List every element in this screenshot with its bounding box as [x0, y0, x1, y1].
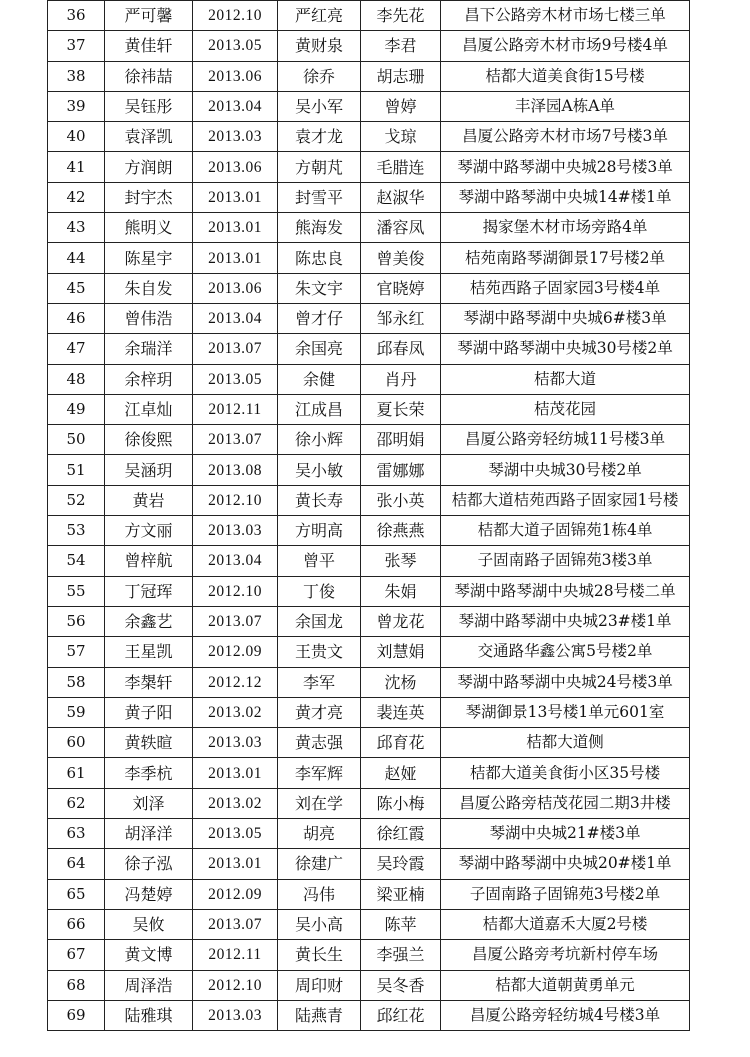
table-row — [48, 1, 690, 31]
father-name-cell: 余国龙 — [278, 606, 361, 636]
birth-date-cell: 2013.07 — [193, 425, 278, 455]
student-name-cell: 胡泽洋 — [105, 819, 193, 849]
row-number-cell: 69 — [48, 1000, 105, 1030]
student-name-cell: 江卓灿 — [105, 394, 193, 424]
father-name-cell: 陈忠良 — [278, 243, 361, 273]
birth-date-cell: 2013.01 — [193, 758, 278, 788]
father-name-cell: 江成昌 — [278, 394, 361, 424]
father-name-cell: 丁俊 — [278, 576, 361, 606]
student-name-cell: 黄子阳 — [105, 697, 193, 727]
birth-date-cell: 2013.01 — [193, 182, 278, 212]
address-cell: 子固南路子固锦苑3号楼2单 — [441, 879, 690, 909]
table-row — [48, 425, 690, 455]
mother-name-cell: 邱春凤 — [361, 334, 441, 364]
birth-date-cell: 2013.04 — [193, 91, 278, 121]
student-roster-table — [47, 0, 690, 1031]
student-name-cell: 余瑞洋 — [105, 334, 193, 364]
table-row — [48, 303, 690, 333]
father-name-cell: 方明高 — [278, 516, 361, 546]
address-cell: 琴湖御景13号楼1单元601室 — [441, 697, 690, 727]
mother-name-cell: 刘慧娟 — [361, 637, 441, 667]
birth-date-cell: 2012.10 — [193, 970, 278, 1000]
mother-name-cell: 赵娅 — [361, 758, 441, 788]
student-name-cell: 周泽浩 — [105, 970, 193, 1000]
mother-name-cell: 赵淑华 — [361, 182, 441, 212]
row-number-cell: 50 — [48, 425, 105, 455]
table-row — [48, 455, 690, 485]
birth-date-cell: 2013.03 — [193, 728, 278, 758]
table-row — [48, 667, 690, 697]
mother-name-cell: 夏长荣 — [361, 394, 441, 424]
father-name-cell: 吴小高 — [278, 909, 361, 939]
mother-name-cell: 吴冬香 — [361, 970, 441, 1000]
mother-name-cell: 李强兰 — [361, 940, 441, 970]
birth-date-cell: 2012.11 — [193, 940, 278, 970]
mother-name-cell: 徐燕燕 — [361, 516, 441, 546]
address-cell: 琴湖中路琴湖中央城24号楼3单 — [441, 667, 690, 697]
address-cell: 琴湖中路琴湖中央城28号楼3单 — [441, 152, 690, 182]
address-cell: 琴湖中路琴湖中央城6#楼3单 — [441, 303, 690, 333]
mother-name-cell: 曾美俊 — [361, 243, 441, 273]
father-name-cell: 熊海发 — [278, 213, 361, 243]
birth-date-cell: 2013.07 — [193, 606, 278, 636]
student-name-cell: 曾伟浩 — [105, 303, 193, 333]
birth-date-cell: 2013.03 — [193, 1000, 278, 1030]
table-row — [48, 1000, 690, 1030]
row-number-cell: 57 — [48, 637, 105, 667]
row-number-cell: 47 — [48, 334, 105, 364]
father-name-cell: 余健 — [278, 364, 361, 394]
address-cell: 琴湖中路琴湖中央城28号楼二单 — [441, 576, 690, 606]
table-row — [48, 819, 690, 849]
row-number-cell: 65 — [48, 879, 105, 909]
table-row — [48, 122, 690, 152]
student-name-cell: 方润朗 — [105, 152, 193, 182]
father-name-cell: 黄长寿 — [278, 485, 361, 515]
father-name-cell: 黄长生 — [278, 940, 361, 970]
table-row — [48, 576, 690, 606]
father-name-cell: 吴小军 — [278, 91, 361, 121]
father-name-cell: 徐建广 — [278, 849, 361, 879]
address-cell: 桔苑西路子固家园3号楼4单 — [441, 273, 690, 303]
father-name-cell: 黄财泉 — [278, 31, 361, 61]
address-cell: 昌厦公路旁轻纺城4号楼3单 — [441, 1000, 690, 1030]
birth-date-cell: 2013.06 — [193, 61, 278, 91]
address-cell: 丰泽园A栋A单 — [441, 91, 690, 121]
row-number-cell: 49 — [48, 394, 105, 424]
birth-date-cell: 2012.12 — [193, 667, 278, 697]
table-row — [48, 849, 690, 879]
birth-date-cell: 2013.05 — [193, 31, 278, 61]
birth-date-cell: 2012.11 — [193, 394, 278, 424]
student-name-cell: 徐子泓 — [105, 849, 193, 879]
father-name-cell: 曾平 — [278, 546, 361, 576]
table-body — [48, 1, 690, 1031]
mother-name-cell: 张小英 — [361, 485, 441, 515]
student-name-cell: 吴涵玥 — [105, 455, 193, 485]
father-name-cell: 王贵文 — [278, 637, 361, 667]
table-row — [48, 637, 690, 667]
address-cell: 琴湖中路琴湖中央城30号楼2单 — [441, 334, 690, 364]
mother-name-cell: 曾婷 — [361, 91, 441, 121]
table-row — [48, 334, 690, 364]
address-cell: 桔都大道子固锦苑1栋4单 — [441, 516, 690, 546]
student-name-cell: 刘泽 — [105, 788, 193, 818]
mother-name-cell: 张琴 — [361, 546, 441, 576]
address-cell: 揭家堡木材市场旁路4单 — [441, 213, 690, 243]
mother-name-cell: 陈小梅 — [361, 788, 441, 818]
father-name-cell: 方朝芃 — [278, 152, 361, 182]
table-row — [48, 940, 690, 970]
row-number-cell: 43 — [48, 213, 105, 243]
student-name-cell: 黄文博 — [105, 940, 193, 970]
student-name-cell: 李槼轩 — [105, 667, 193, 697]
table-row — [48, 91, 690, 121]
father-name-cell: 余国亮 — [278, 334, 361, 364]
table-row — [48, 788, 690, 818]
row-number-cell: 54 — [48, 546, 105, 576]
father-name-cell: 吴小敏 — [278, 455, 361, 485]
row-number-cell: 60 — [48, 728, 105, 758]
birth-date-cell: 2013.06 — [193, 152, 278, 182]
mother-name-cell: 曾龙花 — [361, 606, 441, 636]
student-name-cell: 方文丽 — [105, 516, 193, 546]
address-cell: 琴湖中路琴湖中央城23#楼1单 — [441, 606, 690, 636]
table-row — [48, 273, 690, 303]
mother-name-cell: 沈杨 — [361, 667, 441, 697]
father-name-cell: 徐乔 — [278, 61, 361, 91]
table-row — [48, 879, 690, 909]
student-name-cell: 李季杭 — [105, 758, 193, 788]
student-name-cell: 陆雅琪 — [105, 1000, 193, 1030]
student-name-cell: 王星凯 — [105, 637, 193, 667]
table-row — [48, 606, 690, 636]
address-cell: 桔都大道侧 — [441, 728, 690, 758]
row-number-cell: 55 — [48, 576, 105, 606]
birth-date-cell: 2012.10 — [193, 485, 278, 515]
address-cell: 桔都大道美食街小区35号楼 — [441, 758, 690, 788]
student-name-cell: 陈星宇 — [105, 243, 193, 273]
address-cell: 桔都大道美食街15号楼 — [441, 61, 690, 91]
table-row — [48, 243, 690, 273]
mother-name-cell: 徐红霞 — [361, 819, 441, 849]
mother-name-cell: 毛腊连 — [361, 152, 441, 182]
mother-name-cell: 邱育花 — [361, 728, 441, 758]
father-name-cell: 胡亮 — [278, 819, 361, 849]
table-row — [48, 546, 690, 576]
birth-date-cell: 2013.04 — [193, 546, 278, 576]
student-name-cell: 吴钰彤 — [105, 91, 193, 121]
row-number-cell: 63 — [48, 819, 105, 849]
father-name-cell: 黄才亮 — [278, 697, 361, 727]
address-cell: 昌厦公路旁木材市场9号楼4单 — [441, 31, 690, 61]
address-cell: 桔都大道嘉禾大厦2号楼 — [441, 909, 690, 939]
father-name-cell: 周印财 — [278, 970, 361, 1000]
birth-date-cell: 2012.10 — [193, 576, 278, 606]
birth-date-cell: 2013.02 — [193, 788, 278, 818]
mother-name-cell: 戈琼 — [361, 122, 441, 152]
address-cell: 交通路华鑫公寓5号楼2单 — [441, 637, 690, 667]
birth-date-cell: 2013.06 — [193, 273, 278, 303]
birth-date-cell: 2013.05 — [193, 364, 278, 394]
address-cell: 桔都大道桔苑西路子固家园1号楼 — [441, 485, 690, 515]
address-cell: 昌下公路旁木材市场七楼三单 — [441, 1, 690, 31]
document-page — [47, 0, 689, 1031]
row-number-cell: 46 — [48, 303, 105, 333]
address-cell: 琴湖中央城21#楼3单 — [441, 819, 690, 849]
row-number-cell: 39 — [48, 91, 105, 121]
row-number-cell: 52 — [48, 485, 105, 515]
father-name-cell: 曾才仔 — [278, 303, 361, 333]
row-number-cell: 41 — [48, 152, 105, 182]
student-name-cell: 严可馨 — [105, 1, 193, 31]
table-row — [48, 697, 690, 727]
father-name-cell: 袁才龙 — [278, 122, 361, 152]
father-name-cell: 严红亮 — [278, 1, 361, 31]
birth-date-cell: 2013.04 — [193, 303, 278, 333]
father-name-cell: 冯伟 — [278, 879, 361, 909]
table-row — [48, 909, 690, 939]
row-number-cell: 68 — [48, 970, 105, 1000]
address-cell: 桔茂花园 — [441, 394, 690, 424]
table-row — [48, 394, 690, 424]
mother-name-cell: 李先花 — [361, 1, 441, 31]
mother-name-cell: 邱红花 — [361, 1000, 441, 1030]
father-name-cell: 刘在学 — [278, 788, 361, 818]
mother-name-cell: 雷娜娜 — [361, 455, 441, 485]
row-number-cell: 66 — [48, 909, 105, 939]
birth-date-cell: 2012.09 — [193, 637, 278, 667]
birth-date-cell: 2013.05 — [193, 819, 278, 849]
student-name-cell: 丁冠珲 — [105, 576, 193, 606]
table-row — [48, 213, 690, 243]
row-number-cell: 59 — [48, 697, 105, 727]
mother-name-cell: 潘容凤 — [361, 213, 441, 243]
row-number-cell: 62 — [48, 788, 105, 818]
address-cell: 昌厦公路旁考坑新村停车场 — [441, 940, 690, 970]
address-cell: 桔都大道朝黄勇单元 — [441, 970, 690, 1000]
row-number-cell: 64 — [48, 849, 105, 879]
birth-date-cell: 2013.01 — [193, 213, 278, 243]
address-cell: 桔苑南路琴湖御景17号楼2单 — [441, 243, 690, 273]
table-row — [48, 152, 690, 182]
student-name-cell: 袁泽凯 — [105, 122, 193, 152]
father-name-cell: 徐小辉 — [278, 425, 361, 455]
address-cell: 昌厦公路旁轻纺城11号楼3单 — [441, 425, 690, 455]
mother-name-cell: 官晓婷 — [361, 273, 441, 303]
row-number-cell: 61 — [48, 758, 105, 788]
mother-name-cell: 梁亚楠 — [361, 879, 441, 909]
row-number-cell: 53 — [48, 516, 105, 546]
row-number-cell: 36 — [48, 1, 105, 31]
table-row — [48, 516, 690, 546]
birth-date-cell: 2013.08 — [193, 455, 278, 485]
birth-date-cell: 2013.02 — [193, 697, 278, 727]
father-name-cell: 李军 — [278, 667, 361, 697]
father-name-cell: 朱文宇 — [278, 273, 361, 303]
row-number-cell: 67 — [48, 940, 105, 970]
student-name-cell: 封宇杰 — [105, 182, 193, 212]
row-number-cell: 37 — [48, 31, 105, 61]
birth-date-cell: 2013.07 — [193, 334, 278, 364]
father-name-cell: 陆燕青 — [278, 1000, 361, 1030]
address-cell: 桔都大道 — [441, 364, 690, 394]
table-row — [48, 182, 690, 212]
birth-date-cell: 2013.03 — [193, 516, 278, 546]
birth-date-cell: 2013.01 — [193, 849, 278, 879]
table-row — [48, 728, 690, 758]
father-name-cell: 黄志强 — [278, 728, 361, 758]
row-number-cell: 58 — [48, 667, 105, 697]
mother-name-cell: 陈苹 — [361, 909, 441, 939]
table-row — [48, 31, 690, 61]
student-name-cell: 徐俊熙 — [105, 425, 193, 455]
mother-name-cell: 朱娟 — [361, 576, 441, 606]
birth-date-cell: 2012.10 — [193, 1, 278, 31]
table-row — [48, 364, 690, 394]
student-name-cell: 冯楚婷 — [105, 879, 193, 909]
student-name-cell: 黄轶暄 — [105, 728, 193, 758]
row-number-cell: 40 — [48, 122, 105, 152]
row-number-cell: 48 — [48, 364, 105, 394]
table-row — [48, 61, 690, 91]
mother-name-cell: 裴连英 — [361, 697, 441, 727]
mother-name-cell: 邵明娟 — [361, 425, 441, 455]
birth-date-cell: 2013.01 — [193, 243, 278, 273]
student-name-cell: 余梓玥 — [105, 364, 193, 394]
mother-name-cell: 吴玲霞 — [361, 849, 441, 879]
father-name-cell: 封雪平 — [278, 182, 361, 212]
address-cell: 昌厦公路旁桔茂花园二期3井楼 — [441, 788, 690, 818]
mother-name-cell: 李君 — [361, 31, 441, 61]
birth-date-cell: 2012.09 — [193, 879, 278, 909]
student-name-cell: 黄岩 — [105, 485, 193, 515]
row-number-cell: 56 — [48, 606, 105, 636]
address-cell: 琴湖中路琴湖中央城14#楼1单 — [441, 182, 690, 212]
student-name-cell: 熊明义 — [105, 213, 193, 243]
student-name-cell: 吴攸 — [105, 909, 193, 939]
table-row — [48, 970, 690, 1000]
table-row — [48, 485, 690, 515]
address-cell: 琴湖中央城30号楼2单 — [441, 455, 690, 485]
address-cell: 琴湖中路琴湖中央城20#楼1单 — [441, 849, 690, 879]
father-name-cell: 李军辉 — [278, 758, 361, 788]
birth-date-cell: 2013.03 — [193, 122, 278, 152]
birth-date-cell: 2013.07 — [193, 909, 278, 939]
row-number-cell: 51 — [48, 455, 105, 485]
table-row — [48, 758, 690, 788]
student-name-cell: 徐祎喆 — [105, 61, 193, 91]
student-name-cell: 朱自发 — [105, 273, 193, 303]
mother-name-cell: 胡志珊 — [361, 61, 441, 91]
row-number-cell: 38 — [48, 61, 105, 91]
student-name-cell: 余鑫艺 — [105, 606, 193, 636]
mother-name-cell: 肖丹 — [361, 364, 441, 394]
address-cell: 子固南路子固锦苑3楼3单 — [441, 546, 690, 576]
address-cell: 昌厦公路旁木材市场7号楼3单 — [441, 122, 690, 152]
row-number-cell: 44 — [48, 243, 105, 273]
row-number-cell: 42 — [48, 182, 105, 212]
mother-name-cell: 邹永红 — [361, 303, 441, 333]
student-name-cell: 曾梓航 — [105, 546, 193, 576]
student-name-cell: 黄佳轩 — [105, 31, 193, 61]
row-number-cell: 45 — [48, 273, 105, 303]
